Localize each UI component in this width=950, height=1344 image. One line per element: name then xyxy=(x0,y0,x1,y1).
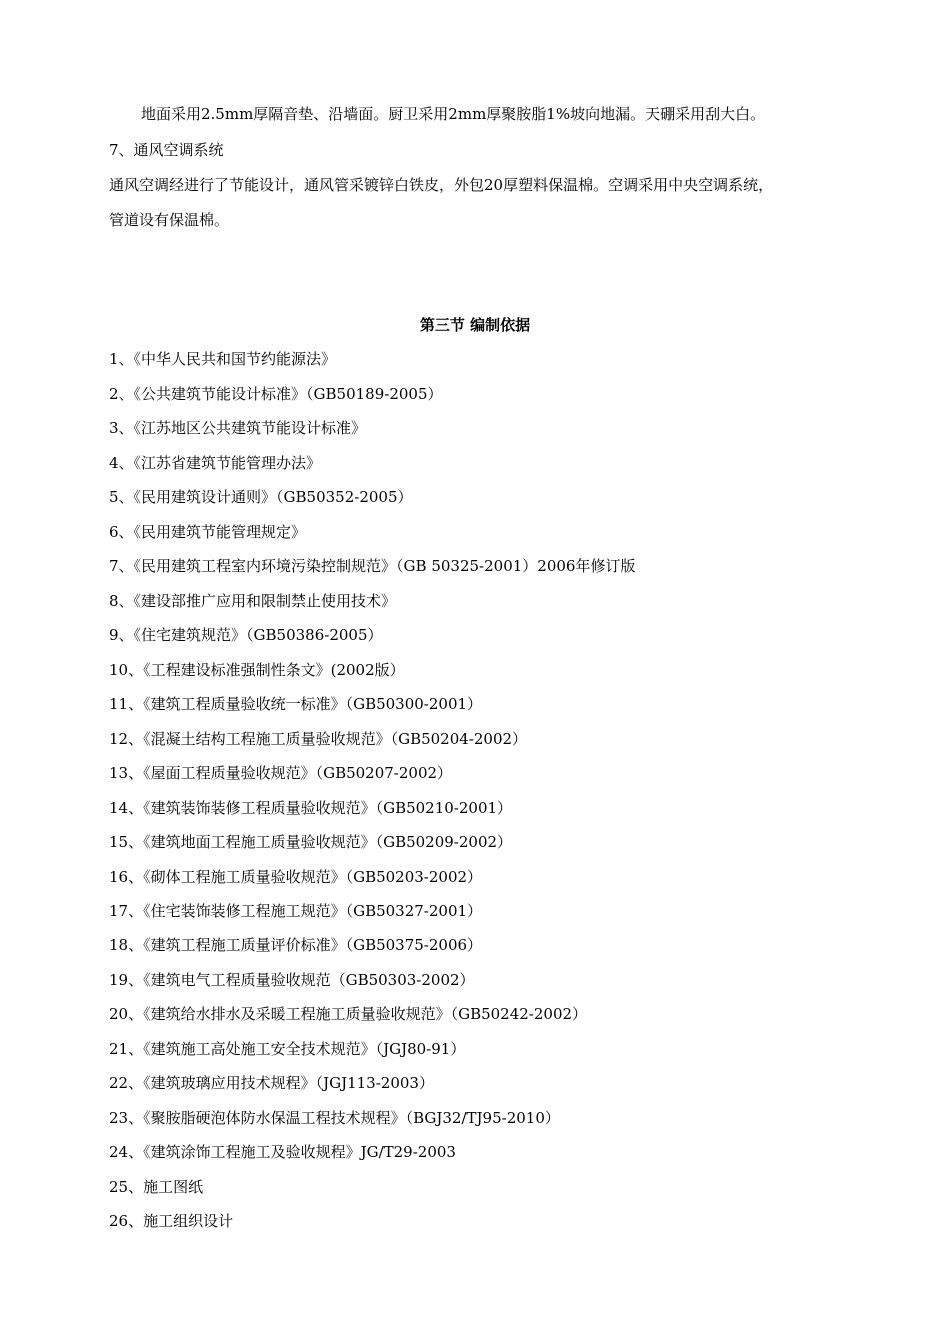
reference-item: 1、《中华人民共和国节约能源法》 xyxy=(109,350,337,368)
reference-item: 3、《江苏地区公共建筑节能设计标准》 xyxy=(109,419,367,437)
reference-item: 4、《江苏省建筑节能管理办法》 xyxy=(109,454,322,472)
reference-item: 21、《建筑施工高处施工安全技术规范》（JGJ80-91） xyxy=(109,1040,466,1058)
reference-item: 12、《混凝土结构工程施工质量验收规范》（GB50204-2002） xyxy=(109,730,528,748)
reference-item: 22、《建筑玻璃应用技术规程》（JGJ113-2003） xyxy=(109,1074,434,1092)
reference-item: 18、《建筑工程施工质量评价标准》（GB50375-2006） xyxy=(109,936,483,954)
reference-item: 8、《建设部推广应用和限制禁止使用技术》 xyxy=(109,592,397,610)
reference-item: 25、施工图纸 xyxy=(109,1178,204,1196)
reference-item: 26、施工组织设计 xyxy=(109,1212,234,1230)
reference-item: 6、《民用建筑节能管理规定》 xyxy=(109,523,307,541)
hvac-heading: 7、通风空调系统 xyxy=(109,141,224,159)
reference-item: 15、《建筑地面工程施工质量验收规范》（GB50209-2002） xyxy=(109,833,513,851)
reference-item: 13、《屋面工程质量验收规范》（GB50207-2002） xyxy=(109,764,453,782)
reference-item: 24、《建筑涂饰工程施工及验收规程》JG/T29-2003 xyxy=(109,1143,456,1161)
reference-item: 11、《建筑工程质量验收统一标准》（GB50300-2001） xyxy=(109,695,483,713)
floor-description: 地面采用2.5mm厚隔音垫、沿墙面。厨卫采用2mm厚聚胺脂1%坡向地漏。天硼采用刮大白。 xyxy=(141,105,766,123)
section-title: 第三节 编制依据 xyxy=(419,316,531,334)
reference-item: 7、《民用建筑工程室内环境污染控制规范》（GB 50325-2001）2006年修订版 xyxy=(109,557,636,575)
hvac-description-line-2: 管道设有保温棉。 xyxy=(109,211,230,229)
hvac-description-line-1: 通风空调经进行了节能设计，通风管采镀锌白铁皮，外包20厚塑料保温棉。空调采用中央空调系统， xyxy=(109,176,774,194)
reference-item: 19、《建筑电气工程质量验收规范（GB50303-2002） xyxy=(109,971,475,989)
reference-item: 10、《工程建设标准强制性条文》(2002版） xyxy=(109,661,405,679)
reference-item: 2、《公共建筑节能设计标准》（GB50189-2005） xyxy=(109,385,443,403)
reference-item: 17、《住宅装饰装修工程施工规范》（GB50327-2001） xyxy=(109,902,483,920)
reference-item: 14、《建筑装饰装修工程质量验收规范》（GB50210-2001） xyxy=(109,799,513,817)
reference-item: 9、《住宅建筑规范》（GB50386-2005） xyxy=(109,626,383,644)
reference-item: 5、《民用建筑设计通则》（GB50352-2005） xyxy=(109,488,413,506)
reference-item: 23、《聚胺脂硬泡体防水保温工程技术规程》（BGJ32/TJ95-2010） xyxy=(109,1109,560,1127)
reference-item: 16、《砌体工程施工质量验收规范》（GB50203-2002） xyxy=(109,868,483,886)
reference-item: 20、《建筑给水排水及采暖工程施工质量验收规范》（GB50242-2002） xyxy=(109,1005,588,1023)
